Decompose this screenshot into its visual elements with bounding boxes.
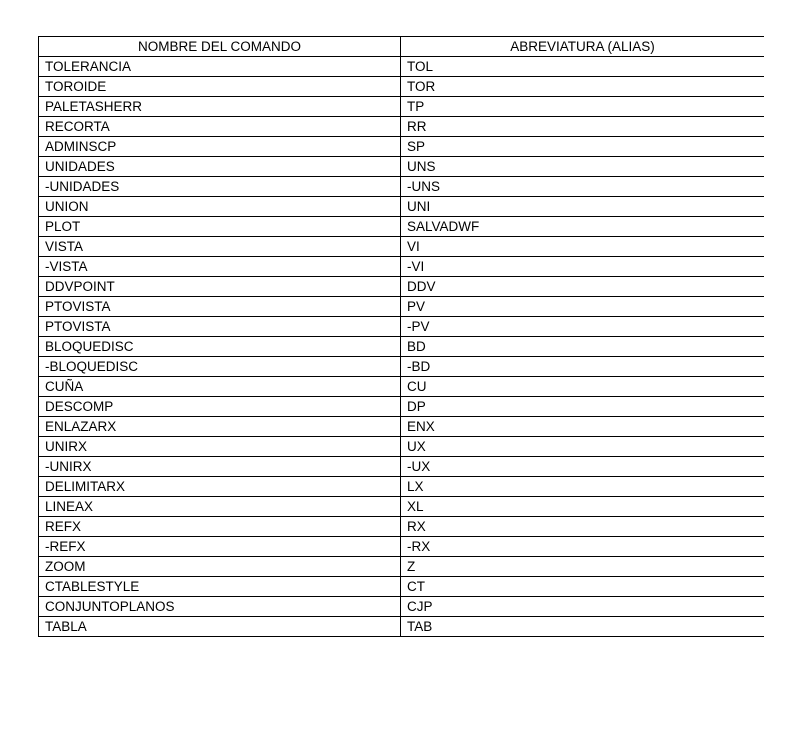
alias-cell: XL bbox=[401, 497, 765, 517]
command-name-cell: CONJUNTOPLANOS bbox=[39, 597, 401, 617]
table-row bbox=[39, 117, 765, 137]
alias-cell: CT bbox=[401, 577, 765, 597]
alias-cell: UX bbox=[401, 437, 765, 457]
command-name-cell: PTOVISTA bbox=[39, 297, 401, 317]
table-row bbox=[39, 417, 765, 437]
alias-cell: RX bbox=[401, 517, 765, 537]
alias-cell: SALVADWF bbox=[401, 217, 765, 237]
alias-cell: -PV bbox=[401, 317, 765, 337]
alias-cell: -RX bbox=[401, 537, 765, 557]
command-alias-table-container bbox=[38, 36, 764, 707]
alias-cell: VI bbox=[401, 237, 765, 257]
command-name-cell: PLOT bbox=[39, 217, 401, 237]
table-row bbox=[39, 437, 765, 457]
table-row bbox=[39, 537, 765, 557]
command-name-cell: ZOOM bbox=[39, 557, 401, 577]
command-name-cell: UNIRX bbox=[39, 437, 401, 457]
command-name-cell: CTABLESTYLE bbox=[39, 577, 401, 597]
table-row bbox=[39, 497, 765, 517]
command-name-cell: TOROIDE bbox=[39, 77, 401, 97]
table-row bbox=[39, 377, 765, 397]
alias-cell: -UNS bbox=[401, 177, 765, 197]
table-row bbox=[39, 197, 765, 217]
command-name-cell: CUÑA bbox=[39, 377, 401, 397]
alias-cell: ENX bbox=[401, 417, 765, 437]
table-row bbox=[39, 337, 765, 357]
command-name-cell: TABLA bbox=[39, 617, 401, 637]
table-row bbox=[39, 177, 765, 197]
table-row bbox=[39, 137, 765, 157]
table-row bbox=[39, 597, 765, 617]
table-row bbox=[39, 317, 765, 337]
command-name-cell: -REFX bbox=[39, 537, 401, 557]
alias-cell: RR bbox=[401, 117, 765, 137]
command-name-cell: PTOVISTA bbox=[39, 317, 401, 337]
table-row bbox=[39, 217, 765, 237]
command-name-cell: VISTA bbox=[39, 237, 401, 257]
table-row bbox=[39, 617, 765, 637]
command-name-cell: DESCOMP bbox=[39, 397, 401, 417]
command-name-cell: ADMINSCP bbox=[39, 137, 401, 157]
table-row bbox=[39, 477, 765, 497]
table-row bbox=[39, 297, 765, 317]
command-alias-table bbox=[38, 36, 764, 637]
alias-cell: PV bbox=[401, 297, 765, 317]
table-row bbox=[39, 517, 765, 537]
command-name-cell: REFX bbox=[39, 517, 401, 537]
command-name-cell: -UNIDADES bbox=[39, 177, 401, 197]
alias-cell: LX bbox=[401, 477, 765, 497]
alias-cell: TOL bbox=[401, 57, 765, 77]
command-name-cell: LINEAX bbox=[39, 497, 401, 517]
table-row bbox=[39, 457, 765, 477]
alias-cell: BD bbox=[401, 337, 765, 357]
alias-cell: CU bbox=[401, 377, 765, 397]
command-name-cell: TOLERANCIA bbox=[39, 57, 401, 77]
command-name-cell: ENLAZARX bbox=[39, 417, 401, 437]
alias-cell: -VI bbox=[401, 257, 765, 277]
table-header-row bbox=[39, 37, 765, 57]
command-name-cell: BLOQUEDISC bbox=[39, 337, 401, 357]
command-name-cell: -UNIRX bbox=[39, 457, 401, 477]
table-row bbox=[39, 397, 765, 417]
alias-cell: TP bbox=[401, 97, 765, 117]
alias-cell: -BD bbox=[401, 357, 765, 377]
command-name-cell: -VISTA bbox=[39, 257, 401, 277]
alias-cell: TAB bbox=[401, 617, 765, 637]
alias-cell: UNI bbox=[401, 197, 765, 217]
command-name-cell: PALETASHERR bbox=[39, 97, 401, 117]
column-header-alias: ABREVIATURA (ALIAS) bbox=[401, 37, 765, 57]
alias-cell: DDV bbox=[401, 277, 765, 297]
column-header-command-name: NOMBRE DEL COMANDO bbox=[39, 37, 401, 57]
table-row bbox=[39, 277, 765, 297]
command-name-cell: UNIDADES bbox=[39, 157, 401, 177]
command-name-cell: DDVPOINT bbox=[39, 277, 401, 297]
alias-cell: -UX bbox=[401, 457, 765, 477]
alias-cell: TOR bbox=[401, 77, 765, 97]
alias-cell: Z bbox=[401, 557, 765, 577]
command-name-cell: -BLOQUEDISC bbox=[39, 357, 401, 377]
alias-cell: CJP bbox=[401, 597, 765, 617]
alias-cell: UNS bbox=[401, 157, 765, 177]
alias-cell: SP bbox=[401, 137, 765, 157]
table-row bbox=[39, 257, 765, 277]
command-name-cell: RECORTA bbox=[39, 117, 401, 137]
table-row bbox=[39, 237, 765, 257]
command-name-cell: DELIMITARX bbox=[39, 477, 401, 497]
table-row bbox=[39, 57, 765, 77]
table-row bbox=[39, 577, 765, 597]
table-row bbox=[39, 157, 765, 177]
table-row bbox=[39, 97, 765, 117]
table-row bbox=[39, 77, 765, 97]
command-name-cell: UNION bbox=[39, 197, 401, 217]
table-row bbox=[39, 357, 765, 377]
alias-cell: DP bbox=[401, 397, 765, 417]
table-row bbox=[39, 557, 765, 577]
